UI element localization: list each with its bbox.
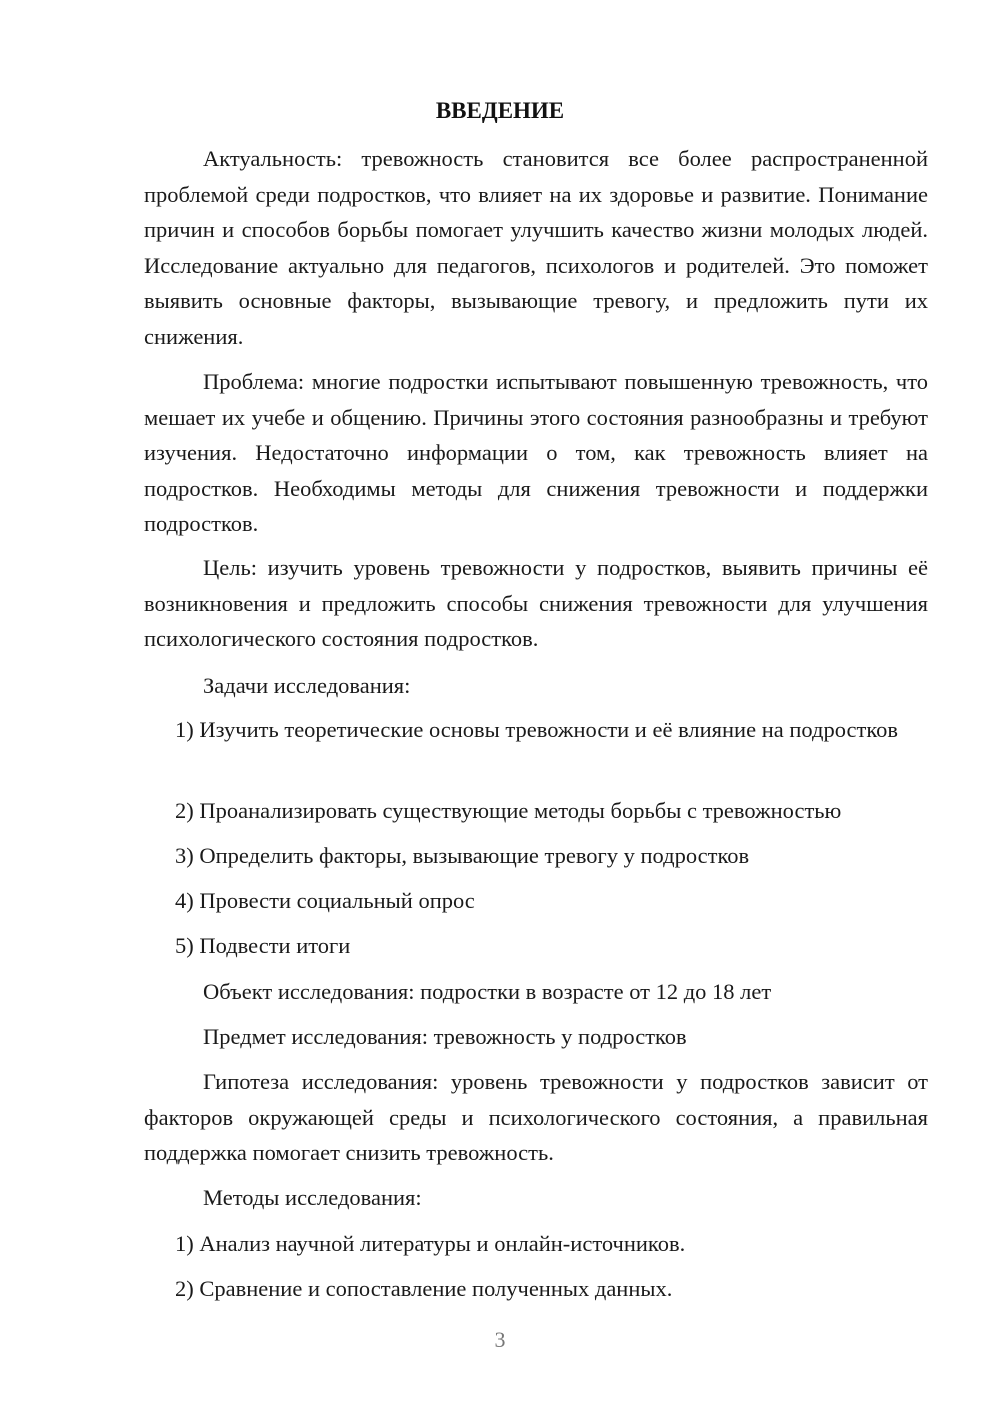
method-item-2: 2) Сравнение и сопоставление полученных данных. <box>175 1276 673 1301</box>
research-object: Объект исследования: подростки в возрасте от 12 до 18 лет <box>203 979 772 1004</box>
task-item-1: 1) Изучить теоретические основы тревожности и её влияние на подростков <box>175 717 898 742</box>
relevance-paragraph: Актуальность: тревожность становится все более распространенной проблемой среди подростков, что влияет на их здоровье и развитие. Понимание причин и способов борьбы помогает улучшить качество жизни молодых людей. Исследование актуально для педагогов, психологов и родителей. Это поможет выявить основные факторы, вызывающие тревогу, и предложить пути их снижения. <box>144 146 928 349</box>
task-item-3: 3) Определить факторы, вызывающие тревогу у подростков <box>175 843 750 868</box>
problem-paragraph: Проблема: многие подростки испытывают повышенную тревожность, что мешает их учебе и общению. Причины этого состояния разнообразны и требуют изучения. Недостаточно информации о том, как тревожность влияет на подростков. Необходимы методы для снижения тревожности и поддержки подростков. <box>144 369 928 536</box>
tasks-heading: Задачи исследования: <box>203 673 411 698</box>
task-item-5: 5) Подвести итоги <box>175 933 351 958</box>
hypothesis-paragraph: Гипотеза исследования: уровень тревожности у подростков зависит от факторов окружающей среды и психологического состояния, а правильная поддержка помогает снизить тревожность. <box>144 1069 928 1165</box>
goal-paragraph: Цель: изучить уровень тревожности у подростков, выявить причины её возникновения и предложить способы снижения тревожности для улучшения психологического состояния подростков. <box>144 555 928 651</box>
page-number: 3 <box>494 1327 506 1352</box>
method-item-1: 1) Анализ научной литературы и онлайн-источников. <box>175 1231 686 1256</box>
methods-heading: Методы исследования: <box>203 1185 422 1210</box>
research-subject: Предмет исследования: тревожность у подростков <box>203 1024 687 1049</box>
task-item-4: 4) Провести социальный опрос <box>175 888 475 913</box>
page-title: ВВЕДЕНИЕ <box>435 98 565 123</box>
task-item-2: 2) Проанализировать существующие методы борьбы с тревожностью <box>175 798 842 823</box>
